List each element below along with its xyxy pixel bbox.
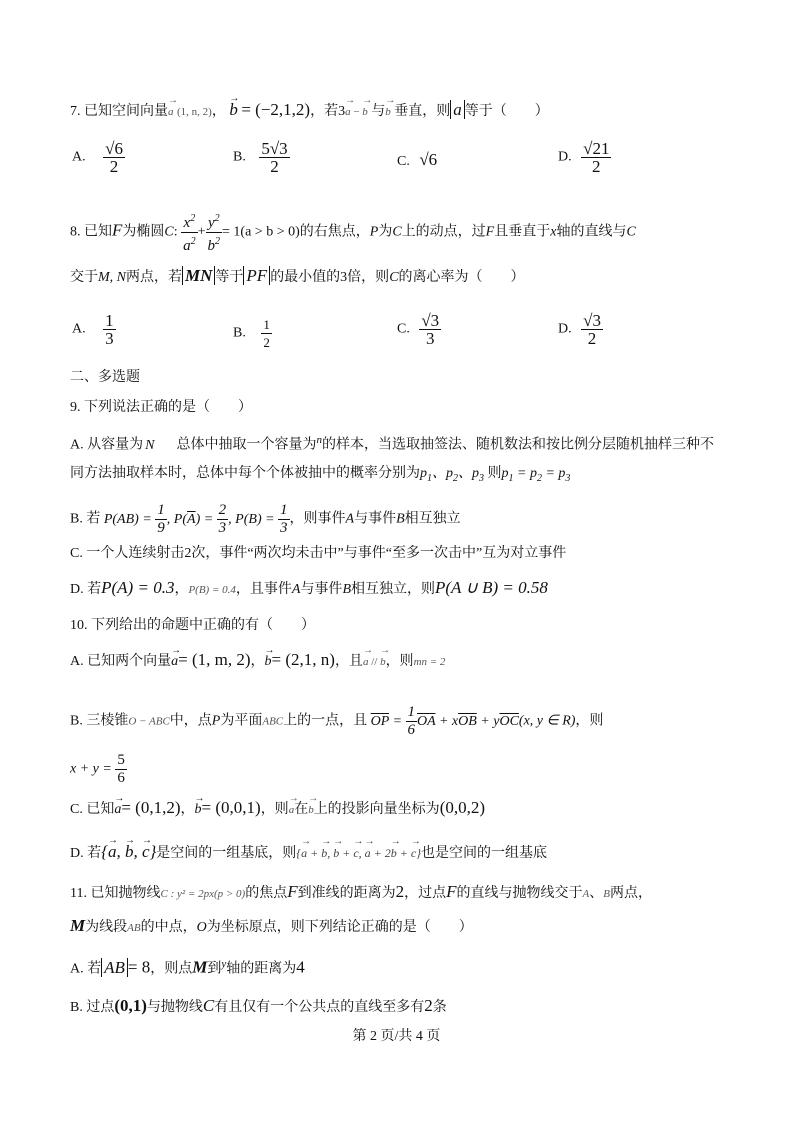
q9-d-text: ， [174,582,189,597]
option-label: D. [558,149,572,165]
q10-b-text: B. 三棱锥 [70,713,129,729]
q11-text: 两点， [609,886,652,901]
vec-a: → a [345,102,351,122]
vec-b: → b [362,102,368,122]
q9-d-text: ，且事件 [235,582,292,597]
q8-text: 为 [378,224,393,240]
q8-text: 为椭圆 [122,224,165,240]
q8-text: 上的动点，过 [401,224,486,240]
q8-text: 的离心率为（ ） [398,270,525,285]
q11-text: 的直线与抛物线交于 [456,886,583,901]
formula: = (0,1,2) [121,798,181,817]
formula: 2 [395,882,405,901]
q10-option-d[interactable] [70,842,547,864]
abs-vec-a: a [450,100,465,119]
q10-a-text: ，则 [385,654,414,669]
q11-b-text: 有且仅有一个公共点的直线至多有 [214,1000,425,1015]
fraction: $\frac{5√3}{2}$ [261,139,288,176]
equal-probabilities: $p_1 = p_2 = p_3$ [501,466,571,484]
vec-b: → b [265,652,272,672]
q9-option-a-line2[interactable] [70,464,570,489]
formula: C : y² = 2px(p > 0) [160,888,246,900]
var-y: y [221,958,227,970]
q8-text: 的右焦点， [299,224,370,240]
var-c: C [389,270,399,285]
q11-text: ，过点 [404,886,447,901]
q11-text: 的中点， [140,920,197,935]
section-heading: 二、多选题 [70,368,140,384]
q7-comma: ， [211,104,226,119]
q11-text: 为线段 [85,920,128,935]
q8-option-c[interactable] [397,312,441,347]
q10-d-text: 是空间的一组基底，则 [156,846,297,861]
abs-pf: PF [243,266,270,285]
formula: P(AB) = $\frac{1}{9}$ , $P(\overline{A})$ = $\frac{2}{3}$ , P(B) = $\frac{1}{3}$ [103,502,288,536]
option-label: C. [397,321,410,337]
q8-text: 已知 [84,224,112,240]
var-f: F [446,882,457,901]
formula: (x, y ∈ R) [518,713,576,729]
fraction: $\frac{√3}{3}$ [421,311,440,348]
q11-b-text: B. 过点 [70,1000,115,1015]
q7-option-d[interactable] [558,140,611,175]
var-p: P [369,224,379,240]
q11-text: 、 [589,886,604,901]
q10-option-b-line2 [70,752,127,787]
formula: O − ABC [128,715,170,728]
formula: ABC [262,715,284,728]
formula: 2 [424,996,433,1015]
var-b: B [342,582,351,597]
var-x: x [550,224,557,240]
q9-b-text: ，则事件 [289,511,346,527]
q7-option-b[interactable] [233,140,290,175]
q10-b-text: 上的一点，且 [283,713,368,729]
q10-a-text: ，且 [334,654,363,669]
vector-equation: $\overline{OP}$ = $\frac{1}{6}$ $\overline{OA} + x\overline{OB} + y\overline{OC}$ [370,704,519,738]
q8-stem-line2 [70,266,525,288]
q7-stem [70,100,549,122]
q9-d-text: 相互独立，则 [351,582,435,597]
minus-sign: − [350,106,363,118]
q10-c-text: 在 [294,802,309,817]
q9-option-d[interactable] [70,578,548,600]
q7-equals: 等于（ ） [464,104,549,119]
q10-stem: 10. 下列给出的命题中正确的有（ ） [70,618,315,633]
q8-text: 轴的直线与 [556,224,627,240]
var-f: F [112,220,123,240]
fraction: $\frac{1}{3}$ [105,311,114,348]
q8-option-a[interactable] [72,312,116,347]
var-n: n [316,434,322,446]
fraction: $\frac{√3}{2}$ [583,311,601,348]
formula: P(A) = 0.3 [101,578,175,597]
q10-a-text: ， [250,654,265,669]
vec-b: → b [195,800,202,820]
fraction-y2-b2: $\frac{y^2}{b^2}$ [206,210,223,255]
option-label: B. [233,149,246,165]
q10-c-text: ，则 [260,802,289,817]
q11-a-text: 到 [207,961,222,977]
q11-option-b[interactable] [70,996,447,1018]
fraction: $\frac{√6}{2}$ [105,139,123,176]
q9-b-text: 相互独立 [404,511,461,527]
q7-option-c[interactable] [397,150,437,170]
q11-option-a[interactable] [70,954,305,980]
q8-option-d[interactable] [558,312,603,347]
var-c: C [392,224,402,240]
formula: P(A ∪ B) = 0.58 [435,578,548,597]
q10-c-text: C. 已知 [70,802,115,817]
var-o: O [196,920,207,935]
q9-b-text: B. 若 [70,511,101,527]
var-b: B [396,511,405,527]
q7-condition: ，若3 [310,104,346,119]
q8-text: 且垂直于 [494,224,551,240]
vec-a: → a [114,800,121,820]
var-a: A [291,582,301,597]
new-basis-set: {→ a + → b, → b + → c, → a + 2→ b + → c} [296,846,421,860]
q9-option-a-line1[interactable] [70,430,714,456]
q8-text: 交于 [70,270,98,285]
parallel-condition: → a // → b [363,656,386,668]
q11-stem-line1 [70,882,652,904]
q11-b-text: 条 [432,1000,447,1015]
q7-with: 与 [371,104,386,119]
q8-points: M, N [98,270,126,285]
q9-a-text: 同方法抽取样本时，总体中每个个体被抽中的概率分别为 [70,466,420,481]
basis-set: {→ a, → b, → c} [101,842,156,861]
q11-text: 的焦点 [245,886,288,901]
q10-d-text: 也是空间的一组基底 [421,846,548,861]
formula: = (0,0,1) [201,798,261,817]
vec-b: → b [385,102,391,122]
q8-stem-line1: 8. 已知F为椭圆C: $\frac{x^2}{a^2}$ + $\frac{y^2}{b^2}$ = 1(a > b > 0)的右焦点，P为C上的动点，过F且垂直于x轴的直线与C [70,210,636,255]
vec-b: → b [308,800,314,820]
fraction: $\frac{5}{6}$ [117,752,125,786]
q10-option-b-line1[interactable] [70,704,603,739]
page-footer: 第 2 页/共 4 页 [352,1029,441,1044]
q11-stem-line2 [70,916,473,938]
q8-text: 等于 [215,270,244,285]
vec-a: → a [289,800,295,820]
probabilities: $p_1$、$p_2$、$p_3$ [420,466,484,484]
ellipse-condition: = 1(a > b > 0) [222,224,300,240]
q7-vec-a-value: (1, n, 2) [177,106,212,118]
q9-d-text: 与事件 [300,582,343,597]
q7-vec-b-value: = (−2,1,2) [241,100,311,119]
q9-b-text: 与事件 [354,511,397,527]
q10-c-text: ， [180,802,195,817]
fraction: $\frac{√21}{2}$ [583,139,610,176]
q10-option-a[interactable] [70,650,445,672]
vec-b: → b [229,100,238,120]
var-m: M [192,957,208,977]
var-f: F [485,224,495,240]
q10-b-text: ，则 [575,713,604,729]
q8-number: 8. [70,224,81,240]
q11-a-text: A. 若 [70,961,102,977]
q11-text: 11. 已知抛物线 [70,886,161,901]
q9-a-text: 的样本，当选取抽签法、随机数法和按比例分层随机抽样三种不 [321,437,714,453]
q11-a-text: 轴的距离为 [226,961,297,977]
var-a: A [582,888,590,900]
q9-a-text: 总体中抽取一个容量为 [176,437,317,453]
fraction: $\frac{1}{2}$ [263,317,270,350]
vec-a: → a [171,652,178,672]
var-c: C [626,224,636,240]
var-b: B [603,888,610,900]
var-p: P [211,713,221,729]
abs-ab: AB [101,958,128,977]
abs-mn: MN [182,266,215,285]
var-c: C [202,996,215,1015]
q9-option-c[interactable]: C. 一个人连续射击2次，事件“两次均未击中”与事件“至多一次击中”互为对立事件 [70,546,567,561]
formula: P(B) = 0.4 [188,584,236,596]
q10-b-text: 为平面 [220,713,263,729]
q7-perp: 垂直，则 [394,104,451,119]
q9-stem: 9. 下列说法正确的是（ ） [70,400,252,415]
var-m: M [70,916,86,935]
option-label: B. [233,325,246,341]
formula: (0,1) [114,996,147,1015]
q7-number: 7. [70,104,81,119]
q9-option-b[interactable] [70,502,461,537]
formula: (0,0,2) [439,798,486,817]
q10-a-text: A. 已知两个向量 [70,654,172,669]
q8-text: 的最小值的3倍，则 [270,270,390,285]
q9-a-text: 则 [487,466,502,481]
q10-d-text: D. 若 [70,846,102,861]
var-c: C [164,224,174,240]
option-label: C. [397,154,410,169]
formula: x + y = [70,761,112,777]
formula: AB [127,922,141,934]
q10-c-text: 上的投影向量坐标为 [313,802,440,817]
q8-text: 两点，若 [126,270,182,285]
formula: = (2,1, n) [271,650,335,669]
formula: = (1, m, 2) [178,650,251,669]
q11-text: 到准线的距离为 [297,886,396,901]
formula: = 8 [127,957,151,977]
option-label: D. [558,321,572,337]
var-a: A [345,511,355,527]
q10-option-c[interactable] [70,798,485,820]
q9-d-text: D. 若 [70,582,102,597]
var-f: F [287,882,298,901]
option-value: √6 [419,150,438,169]
q7-option-a[interactable] [72,140,125,175]
option-label: A. [72,321,86,337]
q10-b-text: 中，点 [169,713,212,729]
q11-a-text: ，则点 [150,961,193,977]
option-label: A. [72,149,86,165]
q8-option-b[interactable] [233,316,272,351]
formula: 4 [296,957,305,977]
q11-text: 为坐标原点，则下列结论正确的是（ ） [206,920,473,935]
q9-a-text: A. 从容量为 [70,437,144,453]
formula: mn = 2 [413,656,446,668]
q11-b-text: 与抛物线 [146,1000,203,1015]
vec-a: → a [168,102,174,122]
var-n-cap: N [145,437,155,453]
q7-text: 已知空间向量 [84,104,168,119]
fraction-x2-a2: $\frac{x^2}{a^2}$ [181,210,198,255]
